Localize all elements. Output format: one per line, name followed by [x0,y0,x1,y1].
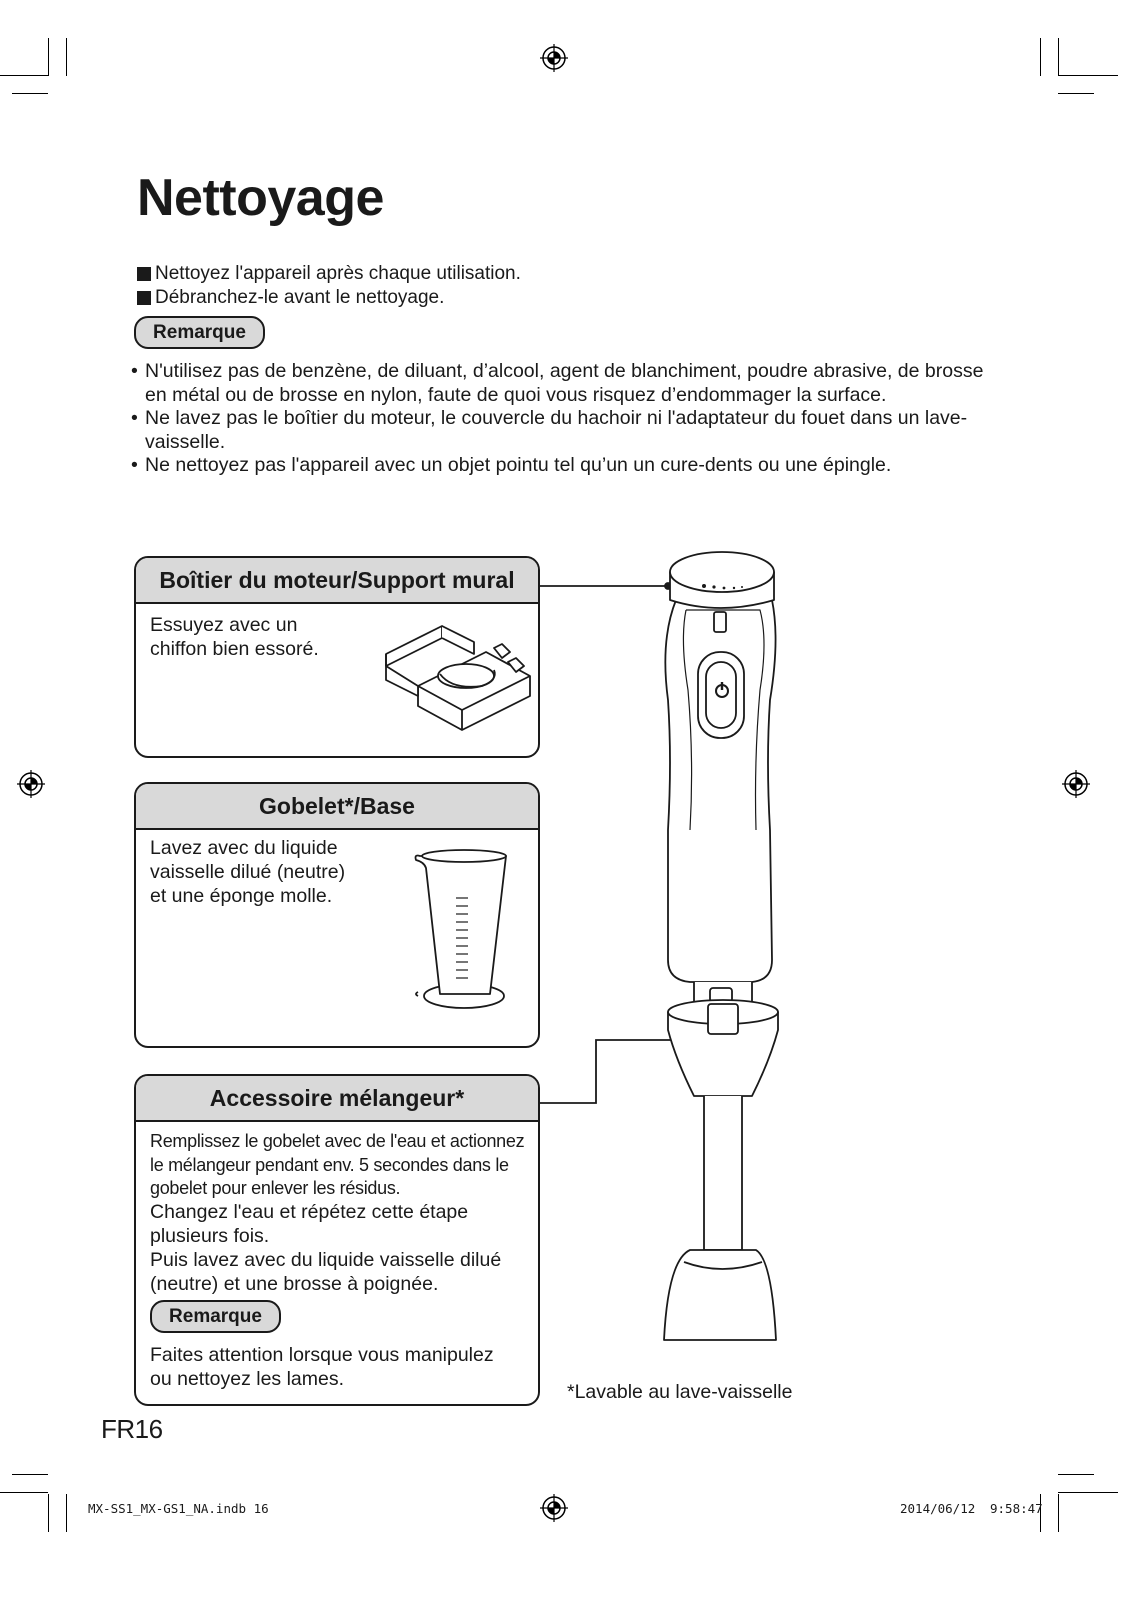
section-blender-box [134,1074,540,1406]
section-blender-text: Remplissez le gobelet avec de l'eau et actionnez le mélangeur pendant env. 5 secondes dans le gobelet pour enlever les résidus. [150,1131,525,1198]
remarque-badge: Remarque [150,1300,281,1333]
registration-mark-icon [540,44,568,72]
note-item: • Ne nettoyez pas l'appareil avec un objet pointu tel qu’un un cure-dents ou une épingle. [131,454,1001,478]
intro-list [137,262,521,310]
page-number: FR16 [101,1414,163,1444]
note-item: • Ne lavez pas le boîtier du moteur, le couvercle du hachoir ni l'adaptateur du fouet dans un lave-vaisselle. [131,407,1001,454]
registration-mark-icon [1062,770,1090,798]
notes-list [131,360,1001,478]
dishwasher-footnote: *Lavable au lave-vaisselle [567,1381,793,1403]
section-blender-title: Accessoire mélangeur* [136,1076,538,1122]
section-motor-box [134,556,540,758]
page-title: Nettoyage [137,169,384,227]
square-bullet-icon [137,267,151,281]
registration-mark-icon [17,770,45,798]
section-motor-text: Essuyez avec un chiffon bien essoré. [150,614,319,660]
wall-holder-illustration [382,618,532,736]
slug-filename: MX-SS1_MX-GS1_NA.indb 16 [88,1501,269,1516]
hand-blender-illustration [536,548,796,1348]
slug-date: 2014/06/12 [900,1501,976,1516]
beaker-illustration [412,846,512,1018]
section-blender-text2: Changez l'eau et répétez cette étape plusieurs fois. Puis lavez avec du liquide vaisselle dilué (neutre) et une brosse à poignée. [150,1201,502,1295]
registration-mark-icon [540,1494,568,1522]
intro-item: Débranchez-le avant le nettoyage. [137,286,521,310]
remarque-badge: Remarque [134,316,265,349]
section-beaker-text: Lavez avec du liquide vaisselle dilué (neutre) et une éponge molle. [150,837,346,907]
section-motor-title: Boîtier du moteur/Support mural [136,558,538,604]
intro-item: Nettoyez l'appareil après chaque utilisation. [137,262,521,286]
section-beaker-box [134,782,540,1048]
section-beaker-title: Gobelet*/Base [136,784,538,830]
slug-time: 9:58:47 [990,1501,1043,1516]
section-blender-remarque-text: Faites attention lorsque vous manipulez ou nettoyez les lames. [150,1344,494,1390]
note-item: • N'utilisez pas de benzène, de diluant, d’alcool, agent de blanchiment, poudre abrasive, de brosse en métal ou de brosse en nylon, faute de quoi vous risquez d’endommager la surface. [131,360,1001,407]
square-bullet-icon [137,291,151,305]
